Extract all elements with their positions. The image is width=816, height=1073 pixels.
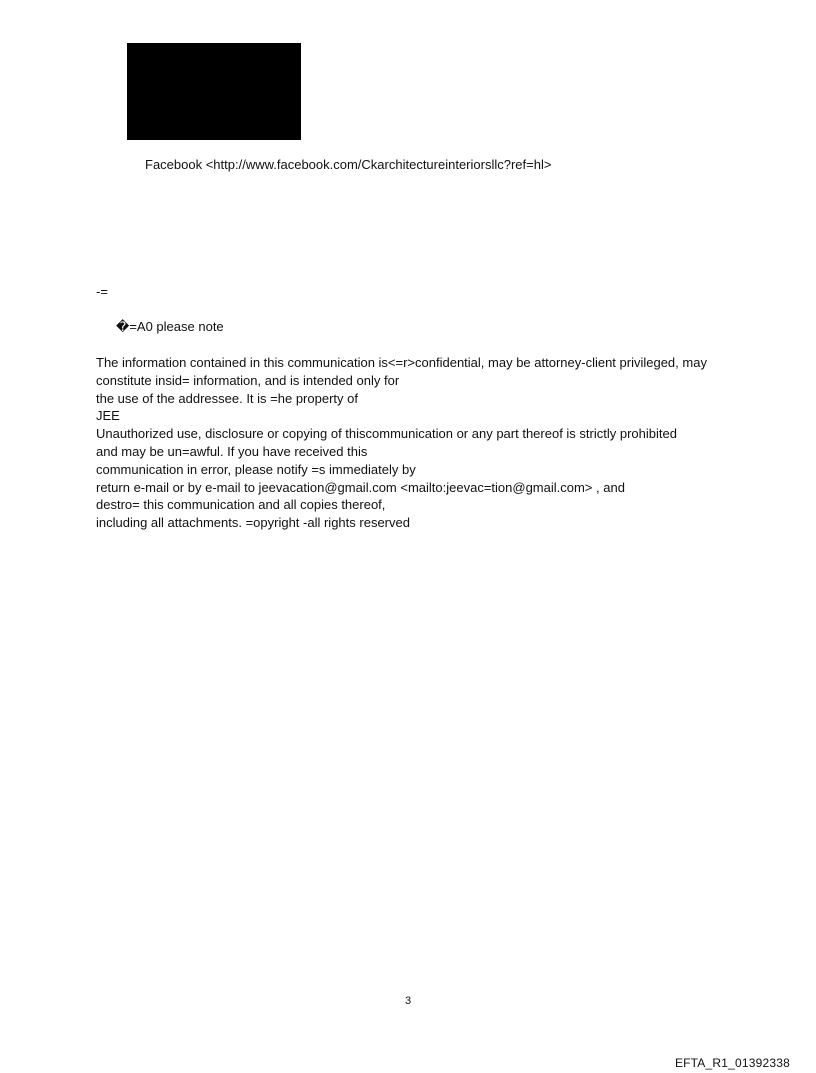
disclaimer-line: The information contained in this communication is<=r>confidential, may be attorney-client privileged, may	[96, 355, 707, 370]
disclaimer-line: including all attachments. =opyright -all rights reserved	[96, 515, 410, 531]
disclaimer-line: return e-mail or by e-mail to jeevacation@gmail.com <mailto:jeevac=tion@gmail.com> , and	[96, 479, 625, 495]
please-note-line: �=A0 please note	[116, 319, 224, 334]
disclaimer-line: the use of the addressee. It is =he property of	[96, 390, 358, 406]
redaction-block	[127, 43, 301, 140]
separator-text: -=	[96, 284, 108, 299]
disclaimer-line: JEE	[96, 408, 120, 424]
disclaimer-line: communication in error, please notify =s immediately by	[96, 461, 416, 477]
page-number: 3	[404, 995, 412, 1007]
document-id: EFTA_R1_01392338	[674, 1056, 790, 1070]
confidentiality-disclaimer	[96, 354, 786, 532]
disclaimer-line: constitute insid= information, and is intended only for	[96, 372, 400, 388]
disclaimer-line: Unauthorized use, disclosure or copying of thiscommunication or any part thereof is strictly prohibited	[96, 426, 677, 442]
disclaimer-line: destro= this communication and all copies thereof,	[96, 497, 386, 513]
facebook-link-text: Facebook <http://www.facebook.com/Ckarchitectureinteriorsllc?ref=hl>	[145, 157, 552, 172]
disclaimer-line: and may be un=awful. If you have received this	[96, 443, 368, 459]
